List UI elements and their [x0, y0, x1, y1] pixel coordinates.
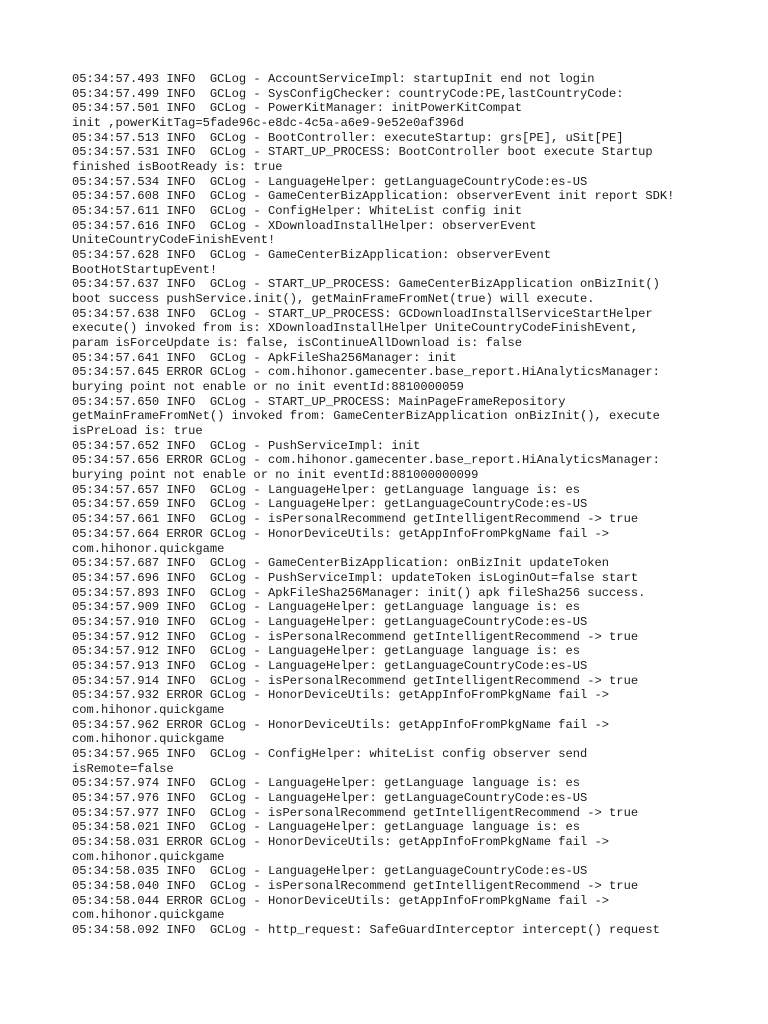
log-line: execute() invoked from is: XDownloadInstallHelper UniteCountryCodeFinishEvent, — [72, 321, 639, 336]
log-line: 05:34:57.531 INFO GCLog - START_UP_PROCESS: BootController boot execute Startup — [72, 145, 653, 160]
log-line: init ,powerKitTag=5fade96c-e8dc-4c5a-a6e9-9e52e0af396d — [72, 116, 464, 131]
log-line: 05:34:58.092 INFO GCLog - http_request: SafeGuardInterceptor intercept() request — [72, 922, 660, 937]
log-line: com.hihonor.quickgame — [72, 702, 225, 717]
log-line: 05:34:57.974 INFO GCLog - LanguageHelper: getLanguage language is: es — [72, 776, 581, 791]
log-text-block — [72, 72, 768, 938]
log-line: boot success pushService.init(), getMainFrameFromNet(true) will execute. — [72, 292, 595, 307]
log-line: getMainFrameFromNet() invoked from: GameCenterBizApplication onBizInit(), execute — [72, 409, 660, 424]
log-line: com.hihonor.quickgame — [72, 849, 225, 864]
log-line: 05:34:57.913 INFO GCLog - LanguageHelper: getLanguageCountryCode:es-US — [72, 658, 588, 673]
log-line: 05:34:57.962 ERROR GCLog - HonorDeviceUtils: getAppInfoFromPkgName fail -> — [72, 717, 610, 732]
log-line: 05:34:57.534 INFO GCLog - LanguageHelper: getLanguageCountryCode:es-US — [72, 174, 588, 189]
log-line: 05:34:57.914 INFO GCLog - isPersonalRecommend getIntelligentRecommend -> true — [72, 673, 639, 688]
log-line: 05:34:57.499 INFO GCLog - SysConfigChecker: countryCode:PE,lastCountryCode: — [72, 86, 624, 101]
log-line: burying point not enable or no init eventId:881000000099 — [72, 468, 479, 483]
log-line: burying point not enable or no init eventId:8810000059 — [72, 380, 464, 395]
log-line: 05:34:57.611 INFO GCLog - ConfigHelper: WhiteList config init — [72, 204, 522, 219]
log-line: 05:34:57.501 INFO GCLog - PowerKitManager: initPowerKitCompat — [72, 101, 522, 116]
log-line: 05:34:57.965 INFO GCLog - ConfigHelper: whiteList config observer send — [72, 746, 588, 761]
log-line: 05:34:57.641 INFO GCLog - ApkFileSha256Manager: init — [72, 350, 457, 365]
log-line: 05:34:58.040 INFO GCLog - isPersonalRecommend getIntelligentRecommend -> true — [72, 878, 639, 893]
log-line: 05:34:57.638 INFO GCLog - START_UP_PROCESS: GCDownloadInstallServiceStartHelper — [72, 306, 653, 321]
log-line: 05:34:57.893 INFO GCLog - ApkFileSha256Manager: init() apk fileSha256 success. — [72, 585, 646, 600]
log-line: UniteCountryCodeFinishEvent! — [72, 233, 276, 248]
log-line: com.hihonor.quickgame — [72, 732, 225, 747]
log-line: 05:34:57.976 INFO GCLog - LanguageHelper: getLanguageCountryCode:es-US — [72, 790, 588, 805]
log-line: BootHotStartupEvent! — [72, 262, 218, 277]
log-line: 05:34:57.652 INFO GCLog - PushServiceImpl: init — [72, 438, 421, 453]
log-line: 05:34:57.687 INFO GCLog - GameCenterBizApplication: onBizInit updateToken — [72, 556, 610, 571]
log-line: 05:34:58.035 INFO GCLog - LanguageHelper: getLanguageCountryCode:es-US — [72, 864, 588, 879]
log-line: 05:34:57.493 INFO GCLog - AccountServiceImpl: startupInit end not login — [72, 72, 595, 86]
log-line: 05:34:57.661 INFO GCLog - isPersonalRecommend getIntelligentRecommend -> true — [72, 512, 639, 527]
log-line: 05:34:57.645 ERROR GCLog - com.hihonor.gamecenter.base_report.HiAnalyticsManager: — [72, 365, 660, 380]
log-line: com.hihonor.quickgame — [72, 541, 225, 556]
log-line: 05:34:57.912 INFO GCLog - LanguageHelper: getLanguage language is: es — [72, 644, 581, 659]
log-line: 05:34:57.932 ERROR GCLog - HonorDeviceUtils: getAppInfoFromPkgName fail -> — [72, 688, 610, 703]
log-line: 05:34:57.664 ERROR GCLog - HonorDeviceUtils: getAppInfoFromPkgName fail -> — [72, 526, 610, 541]
log-line: 05:34:58.031 ERROR GCLog - HonorDeviceUtils: getAppInfoFromPkgName fail -> — [72, 834, 610, 849]
log-line: 05:34:57.912 INFO GCLog - isPersonalRecommend getIntelligentRecommend -> true — [72, 629, 639, 644]
log-line: 05:34:57.657 INFO GCLog - LanguageHelper: getLanguage language is: es — [72, 482, 581, 497]
log-line: finished isBootReady is: true — [72, 160, 283, 175]
log-line: 05:34:57.637 INFO GCLog - START_UP_PROCESS: GameCenterBizApplication onBizInit() — [72, 277, 660, 292]
log-line: 05:34:57.910 INFO GCLog - LanguageHelper: getLanguageCountryCode:es-US — [72, 614, 588, 629]
log-line: 05:34:57.608 INFO GCLog - GameCenterBizApplication: observerEvent init report SDK! — [72, 189, 675, 204]
log-line: 05:34:57.659 INFO GCLog - LanguageHelper: getLanguageCountryCode:es-US — [72, 497, 588, 512]
log-line: isRemote=false — [72, 761, 174, 776]
log-line: 05:34:57.656 ERROR GCLog - com.hihonor.gamecenter.base_report.HiAnalyticsManager: — [72, 453, 660, 468]
log-line: 05:34:57.977 INFO GCLog - isPersonalRecommend getIntelligentRecommend -> true — [72, 805, 639, 820]
log-line: 05:34:57.616 INFO GCLog - XDownloadInstallHelper: observerEvent — [72, 218, 537, 233]
log-line: 05:34:57.650 INFO GCLog - START_UP_PROCESS: MainPageFrameRepository — [72, 394, 566, 409]
log-line: 05:34:57.628 INFO GCLog - GameCenterBizApplication: observerEvent — [72, 248, 551, 263]
log-line: isPreLoad is: true — [72, 424, 203, 439]
log-line: com.hihonor.quickgame — [72, 908, 225, 923]
log-line: 05:34:58.021 INFO GCLog - LanguageHelper: getLanguage language is: es — [72, 820, 581, 835]
log-line: 05:34:57.513 INFO GCLog - BootController: executeStartup: grs[PE], uSit[PE] — [72, 130, 624, 145]
log-line: 05:34:57.909 INFO GCLog - LanguageHelper: getLanguage language is: es — [72, 600, 581, 615]
log-line: param isForceUpdate is: false, isContinueAllDownload is: false — [72, 336, 522, 351]
log-line: 05:34:58.044 ERROR GCLog - HonorDeviceUtils: getAppInfoFromPkgName fail -> — [72, 893, 610, 908]
log-line: 05:34:57.696 INFO GCLog - PushServiceImpl: updateToken isLoginOut=false start — [72, 570, 639, 585]
